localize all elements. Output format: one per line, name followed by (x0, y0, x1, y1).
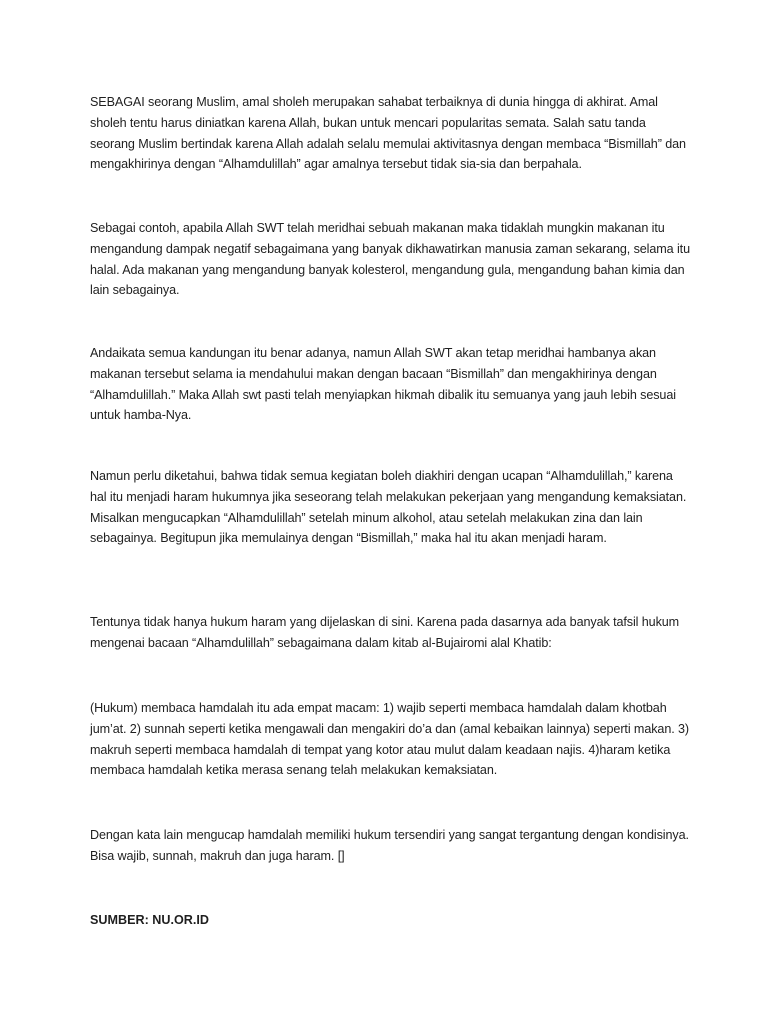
paragraph-intro: SEBAGAI seorang Muslim, amal sholeh merupakan sahabat terbaiknya di dunia hingga di akhirat. Amal sholeh tentu harus diniatkan karena Allah, bukan untuk mencari popularitas semata. Salah satu tanda seorang Muslim bertindak karena Allah adalah selalu memulai aktivitasnya dengan membaca “Bismillah” dan mengakhirinya dengan “Alhamdulillah” agar amalnya tersebut tidak sia-sia dan berpahala. (90, 95, 686, 172)
paragraph-rulings-intro: Tentunya tidak hanya hukum haram yang dijelaskan di sini. Karena pada dasarnya ada banyak tafsil hukum mengenai bacaan “Alhamdulillah” sebagaimana dalam kitab al-Bujairomi alal Khatib: (90, 615, 680, 650)
paragraph-conclusion: Dengan kata lain mengucap hamdalah memiliki hukum tersendiri yang sangat tergantung dengan kondisinya. Bisa wajib, sunnah, makruh dan juga haram. [] (90, 828, 689, 863)
paragraph-rulings-list: (Hukum) membaca hamdalah itu ada empat macam: 1) wajib seperti membaca hamdalah dalam khotbah jum’at. 2) sunnah seperti ketika mengawali dan mengakiri do’a dan (amal kebaikan lainnya) seperti makan. 3) makruh seperti membaca hamdalah di tempat yang kotor atau mulut dalam keadaan najis. 4)haram ketika membaca hamdalah ketika merasa senang telah melakukan kemaksiatan. (90, 701, 690, 778)
paragraph-assumption: Andaikata semua kandungan itu benar adanya, namun Allah SWT akan tetap meridhai hambanya akan makanan tersebut selama ia mendahului makan dengan bacaan “Bismillah” dan mengakhirinya dengan “Alhamdulillah.” Maka Allah swt pasti telah menyiapkan hikmah dibalik itu semuanya yang jauh lebih sesuai untuk hamba-Nya. (90, 346, 676, 423)
paragraph-caution: Namun perlu diketahui, bahwa tidak semua kegiatan boleh diakhiri dengan ucapan “Alhamdulillah,” karena hal itu menjadi haram hukumnya jika seseorang telah melakukan pekerjaan yang mengandung kemaksiatan. Misalkan mengucapkan “Alhamdulillah” setelah minum alkohol, atau setelah melakukan zina dan lain sebagainya. Begitupun jika memulainya dengan “Bismillah,” maka hal itu akan menjadi haram. (90, 469, 687, 546)
paragraph-example: Sebagai contoh, apabila Allah SWT telah meridhai sebuah makanan maka tidaklah mungkin makanan itu mengandung dampak negatif sebagaimana yang banyak dikhawatirkan manusia zaman sekarang, selama itu halal. Ada makanan yang mengandung banyak kolesterol, mengandung gula, mengandung bahan kimia dan lain sebagainya. (90, 221, 690, 298)
source-label: SUMBER: NU.OR.ID (90, 913, 209, 927)
